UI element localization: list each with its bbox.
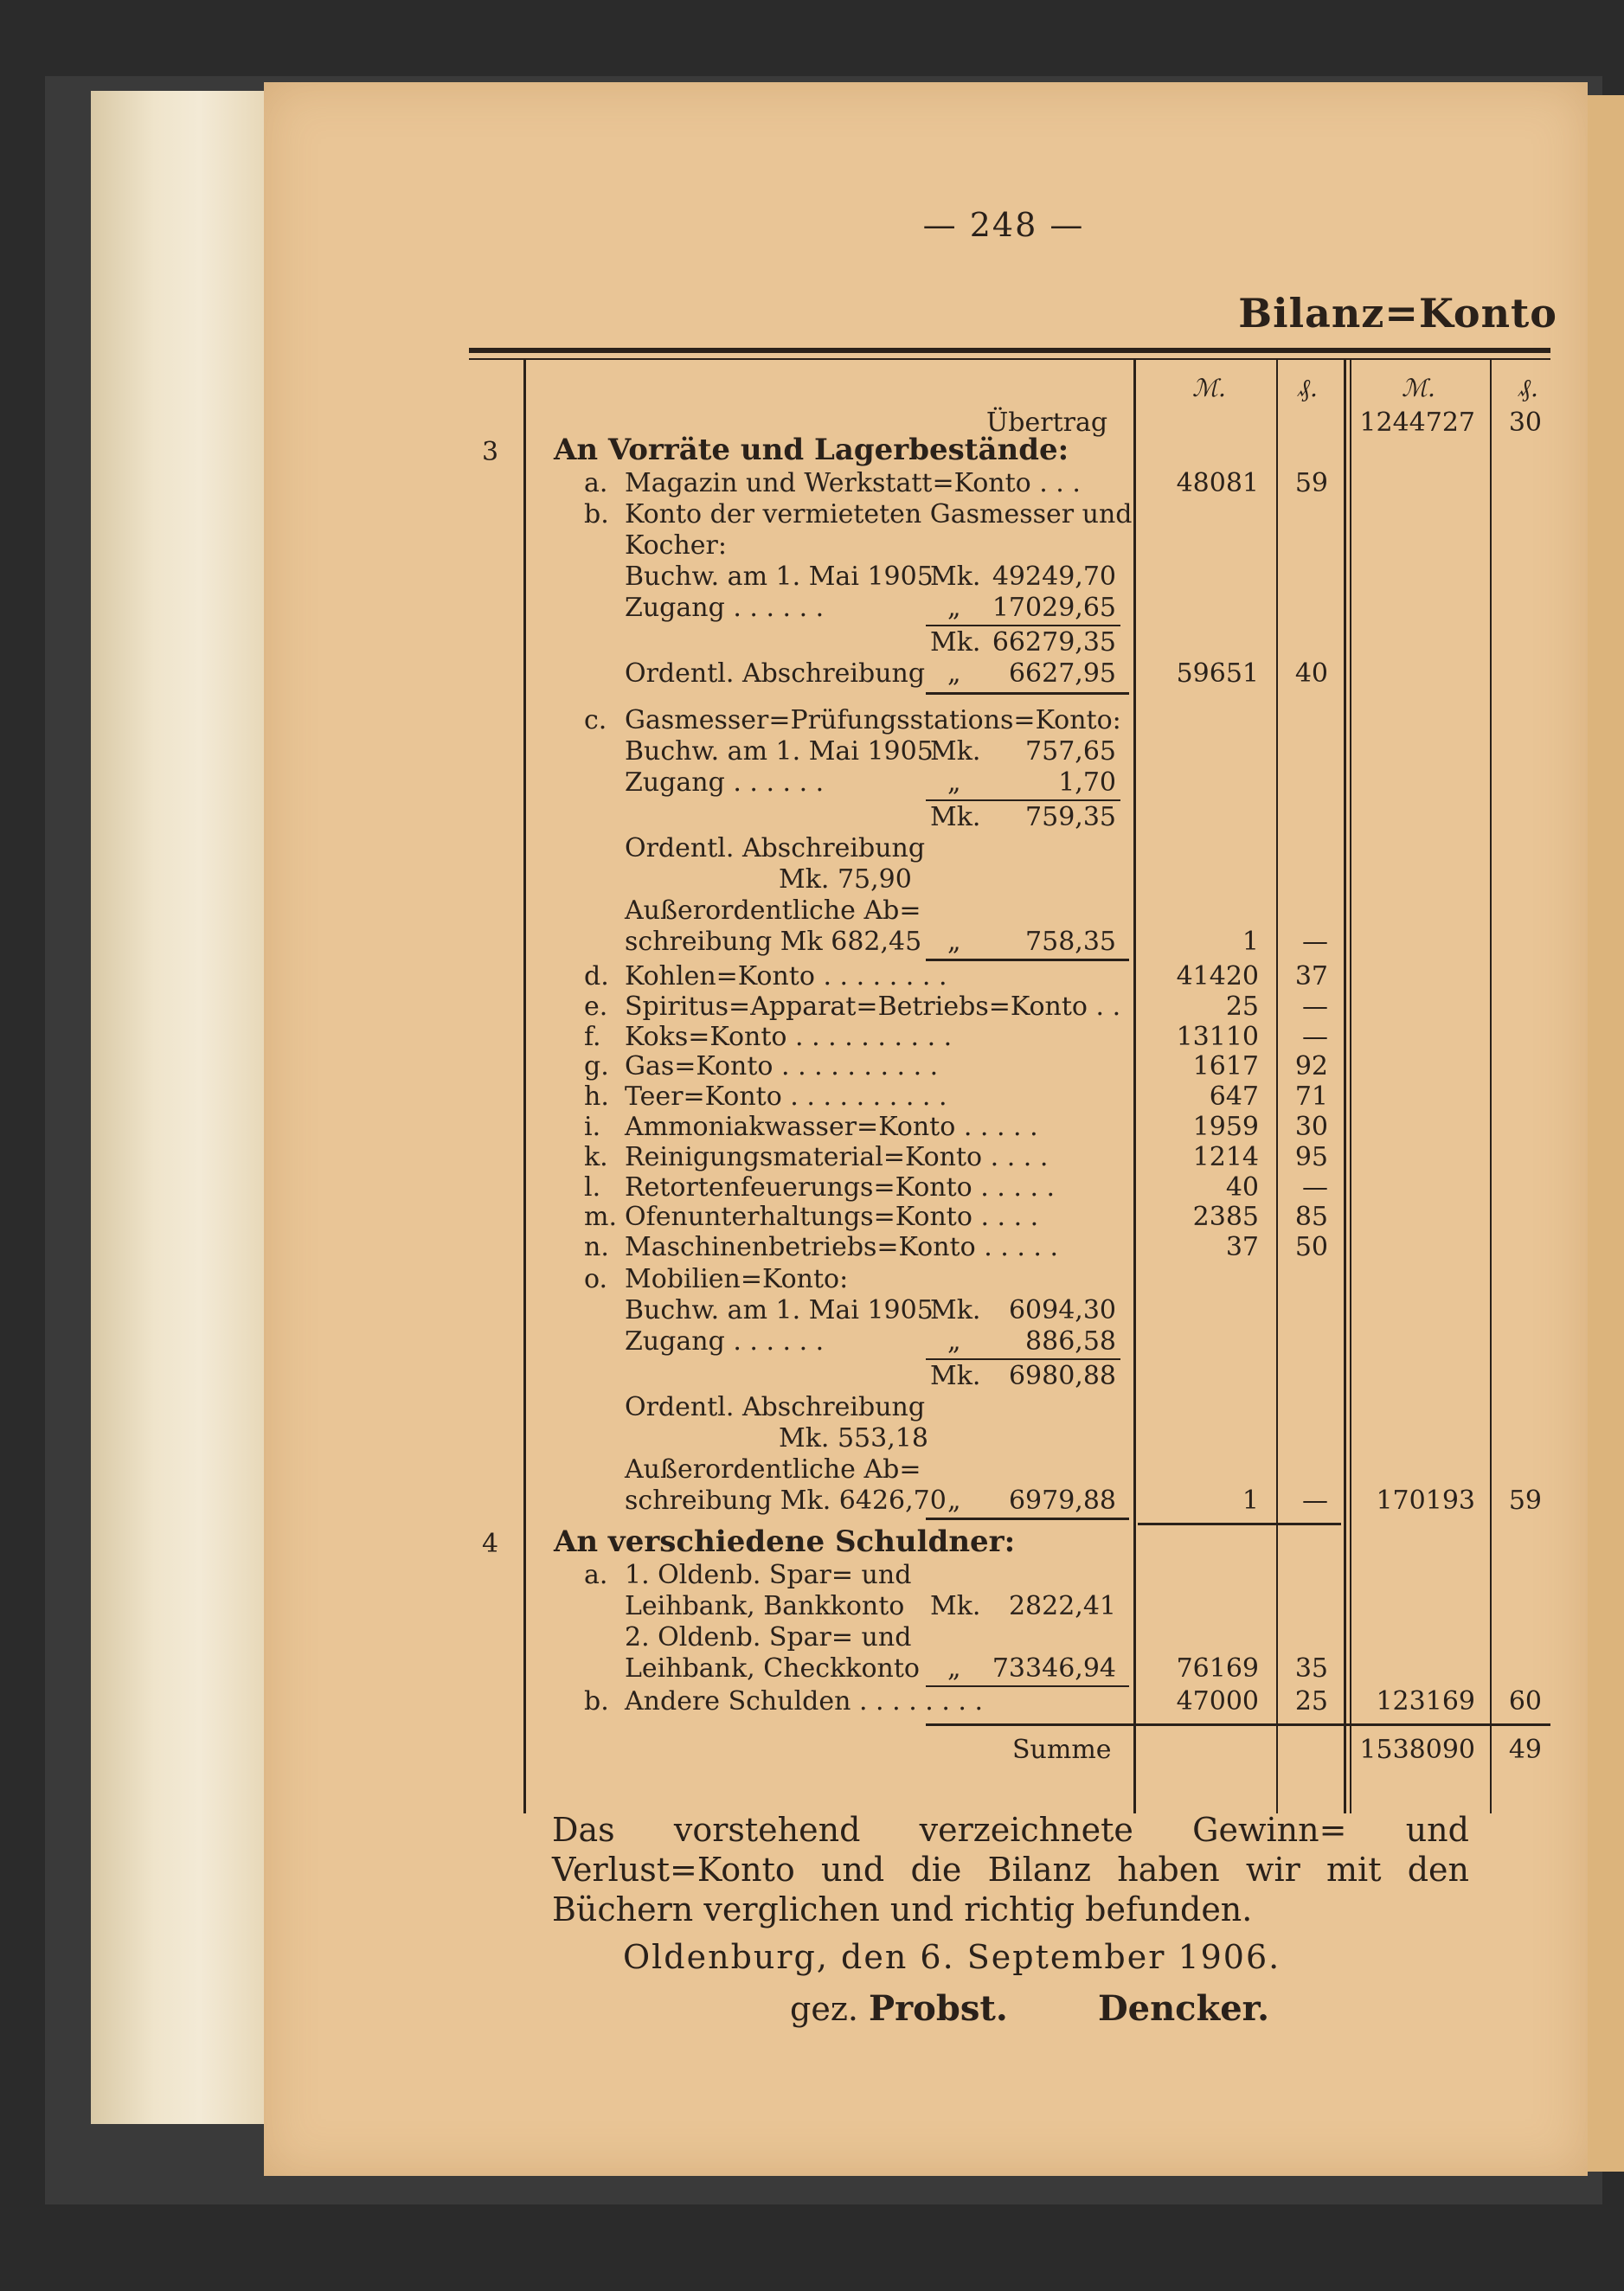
sub-item-label: 1. Oldenb. Spar= und: [625, 1560, 912, 1590]
addition-label: Zugang . . . . . .: [625, 1326, 825, 1357]
item-end-rule: [926, 959, 1129, 961]
item-label: Mobilien=Konto:: [625, 1264, 849, 1294]
item-label: Kohlen=Konto . . . . . . . .: [625, 961, 947, 991]
item-label: Andere Schulden . . . . . . . .: [625, 1686, 984, 1717]
extra-depreciation-label: Außerordentliche Ab=: [625, 895, 921, 926]
subtotal-value: 759,35: [1025, 802, 1116, 832]
depreciation-label: Ordentl. Abschreibung: [625, 658, 926, 689]
item-label: Gas=Konto . . . . . . . . . .: [625, 1051, 939, 1081]
book-value: 757,65: [1025, 736, 1116, 767]
currency-unit: Mk.: [930, 1591, 981, 1621]
item-letter: a.: [584, 468, 608, 498]
item-pfennig: 25: [1294, 1686, 1328, 1717]
ditto-mark: „: [947, 1326, 961, 1357]
extra-depreciation-label: Außerordentliche Ab=: [625, 1454, 921, 1485]
book-value-label: Buchw. am 1. Mai 1905: [625, 1295, 934, 1325]
subtotal-value: 6980,88: [1008, 1361, 1116, 1391]
book-value-label: Buchw. am 1. Mai 1905: [625, 562, 934, 592]
ditto-mark: „: [947, 767, 961, 798]
col-rule-pfennig2: [1490, 360, 1492, 1813]
item-pfennig: 37: [1294, 961, 1328, 991]
depreciation-label: Ordentl. Abschreibung: [625, 833, 926, 863]
item-pfennig: 92: [1294, 1051, 1328, 1081]
addition-value: 17029,65: [992, 593, 1116, 623]
section-total-mark: 170193: [1376, 1486, 1475, 1516]
item-mark: 48081: [1176, 468, 1259, 498]
depreciation-total: 758,35: [1025, 927, 1116, 957]
item-mark: 1959: [1192, 1112, 1259, 1142]
currency-unit: Mk.: [930, 1295, 981, 1325]
item-pfennig: —: [1302, 1172, 1328, 1203]
item-pfennig: 95: [1294, 1142, 1328, 1172]
section-total-pfennig: 60: [1508, 1686, 1542, 1717]
currency-unit: Mk.: [930, 1361, 981, 1391]
col-rule-mark2: [1350, 360, 1351, 1813]
signer-dencker: Dencker.: [1097, 1988, 1270, 2029]
item-mark: 40: [1225, 1172, 1259, 1203]
item-letter: c.: [584, 705, 607, 735]
item-end-rule: [926, 1518, 1129, 1520]
ditto-mark: „: [947, 1653, 961, 1684]
depreciation-value: 6627,95: [1008, 658, 1116, 689]
subtotal-rule: [926, 799, 1120, 801]
gez-label: gez.: [790, 1990, 858, 2028]
sub-item-label-cont: Leihbank, Bankkonto: [625, 1591, 905, 1621]
item-pfennig: 71: [1294, 1081, 1328, 1112]
item-mark: 25: [1225, 991, 1259, 1022]
addition-label: Zugang . . . . . .: [625, 593, 825, 623]
carryover-mark: 1244727: [1359, 408, 1475, 438]
sum-mark: 1538090: [1359, 1735, 1475, 1765]
book-value-label: Buchw. am 1. Mai 1905: [625, 736, 934, 767]
table-top-rule-thin: [469, 358, 1550, 360]
item-pfennig: 50: [1294, 1232, 1328, 1262]
item-letter: h.: [584, 1081, 609, 1112]
item-label: Retortenfeuerungs=Konto . . . . .: [625, 1172, 1056, 1203]
item-label: Ofenunterhaltungs=Konto . . . .: [625, 1202, 1039, 1232]
item-label: Konto der vermieteten Gasmesser und: [625, 499, 1133, 529]
item-label: Koks=Konto . . . . . . . . . .: [625, 1022, 953, 1052]
col-rule-pfennig: [1344, 360, 1346, 1813]
item-pfennig: 35: [1294, 1653, 1328, 1684]
carryover-pfennig: 30: [1508, 408, 1542, 438]
section-total-pfennig: 59: [1508, 1486, 1542, 1516]
ditto-mark: „: [947, 593, 961, 623]
section4-heading: An verschiedene Schuldner:: [554, 1524, 1016, 1559]
section4-number: 4: [482, 1529, 499, 1559]
item-mark: 1214: [1192, 1142, 1259, 1172]
item-letter: e.: [584, 991, 608, 1022]
signature-line: [790, 1988, 1269, 2029]
item-mark: 13110: [1176, 1022, 1259, 1052]
depreciation-label: Ordentl. Abschreibung: [625, 1392, 926, 1422]
item-mark: 37: [1225, 1232, 1259, 1262]
book-value: 6094,30: [1008, 1295, 1116, 1325]
currency-unit: Mk.: [930, 562, 981, 592]
book-page-edges: [91, 91, 273, 2124]
section-total-mark: 123169: [1376, 1686, 1475, 1717]
subtotal-rule: [926, 625, 1120, 626]
item-letter: b.: [584, 1686, 609, 1717]
subtotal-rule: [926, 1358, 1120, 1360]
item-label: Teer=Konto . . . . . . . . . .: [625, 1081, 947, 1112]
item-mark: 41420: [1176, 961, 1259, 991]
item-letter: f.: [584, 1022, 601, 1052]
item-mark: 1: [1242, 1486, 1259, 1516]
sum-top-rule: [926, 1723, 1550, 1726]
item-letter: d.: [584, 961, 609, 991]
carryover-label: Übertrag: [986, 408, 1108, 438]
item-mark: 1: [1242, 927, 1259, 957]
ditto-mark: „: [947, 1486, 961, 1516]
ditto-mark: „: [947, 927, 961, 957]
item-label: Ammoniakwasser=Konto . . . . .: [625, 1112, 1038, 1142]
item-mark: 76169: [1176, 1653, 1259, 1684]
item-pfennig: —: [1302, 1022, 1328, 1052]
item-letter: m.: [584, 1202, 617, 1232]
sum-label: Summe: [1012, 1735, 1112, 1765]
unit-pfennig: ₰.: [1298, 374, 1318, 402]
depreciation-total: 6979,88: [1008, 1486, 1116, 1516]
item-letter: b.: [584, 499, 609, 529]
extra-depreciation-label-cont: schreibung Mk. 6426,70: [625, 1486, 947, 1516]
unit-mark2: ℳ.: [1402, 374, 1435, 402]
item-mark: 47000: [1176, 1686, 1259, 1717]
item-letter: k.: [584, 1142, 608, 1172]
item-mark: 2385: [1192, 1202, 1259, 1232]
item-label: Magazin und Werkstatt=Konto . . .: [625, 468, 1081, 498]
item-pfennig: —: [1302, 1486, 1328, 1516]
currency-unit: Mk.: [930, 802, 981, 832]
col-rule-mark: [1276, 360, 1278, 1813]
item-label: Reinigungsmaterial=Konto . . . .: [625, 1142, 1049, 1172]
item-label: Gasmesser=Prüfungsstations=Konto:: [625, 705, 1121, 735]
item-letter: i.: [584, 1112, 601, 1142]
place-date: Oldenburg, den 6. September 1906.: [623, 1938, 1281, 1976]
book-value: 49249,70: [992, 562, 1116, 592]
item-letter: n.: [584, 1232, 609, 1262]
addition-label: Zugang . . . . . .: [625, 767, 825, 798]
col-rule-number: [523, 360, 526, 1813]
currency-unit: Mk.: [930, 627, 981, 658]
item-label-cont: Kocher:: [625, 530, 727, 561]
sub-item-label-cont: Leihbank, Checkkonto: [625, 1653, 920, 1684]
signer-probst: Probst.: [869, 1988, 1008, 2029]
item-letter: o.: [584, 1264, 608, 1294]
sum-pfennig: 49: [1508, 1735, 1542, 1765]
item-pfennig: —: [1302, 927, 1328, 957]
section3-number: 3: [482, 437, 499, 467]
col-rule-text: [1133, 360, 1136, 1813]
section3-heading: An Vorräte und Lagerbestände:: [554, 433, 1069, 467]
addition-value: 1,70: [1058, 767, 1116, 798]
depreciation-value: Mk. 75,90: [779, 864, 912, 895]
item-letter: l.: [584, 1172, 601, 1203]
sub-item-value: 2822,41: [1008, 1591, 1116, 1621]
unit-mark: ℳ.: [1192, 374, 1226, 402]
item-mark: 1617: [1192, 1051, 1259, 1081]
extra-depreciation-label-cont: schreibung Mk 682,45: [625, 927, 922, 957]
item-mark: 59651: [1176, 658, 1259, 689]
item-letter: a.: [584, 1560, 608, 1590]
addition-value: 886,58: [1025, 1326, 1116, 1357]
currency-unit: Mk.: [930, 736, 981, 767]
subtotal-value: 66279,35: [992, 627, 1116, 658]
unit-pfennig2: ₰.: [1518, 374, 1538, 402]
item-pfennig: 30: [1294, 1112, 1328, 1142]
item-pfennig: 59: [1294, 468, 1328, 498]
section-total-rule: [1138, 1523, 1341, 1525]
depreciation-value: Mk. 553,18: [779, 1423, 928, 1454]
item-label: Spiritus=Apparat=Betriebs=Konto . .: [625, 991, 1121, 1022]
audit-statement: Das vorstehend verzeichnete Gewinn= und Verlust=Konto und die Bilanz haben wir mit den Büchern verglichen und richtig befunden.: [552, 1811, 1469, 1928]
sub-item-value: 73346,94: [992, 1653, 1116, 1684]
sub-item-label: 2. Oldenb. Spar= und: [625, 1622, 912, 1652]
item-end-rule: [926, 692, 1129, 695]
item-letter: g.: [584, 1051, 609, 1081]
item-label: Maschinenbetriebs=Konto . . . . .: [625, 1232, 1059, 1262]
ditto-mark: „: [947, 658, 961, 689]
page-number: — 248 —: [922, 206, 1085, 244]
item-mark: 647: [1209, 1081, 1259, 1112]
page-title: Bilanz=Konto: [1238, 290, 1557, 337]
item-pfennig: 40: [1294, 658, 1328, 689]
item-pfennig: 85: [1294, 1202, 1328, 1232]
item-pfennig: —: [1302, 991, 1328, 1022]
table-top-rule: [469, 348, 1550, 353]
